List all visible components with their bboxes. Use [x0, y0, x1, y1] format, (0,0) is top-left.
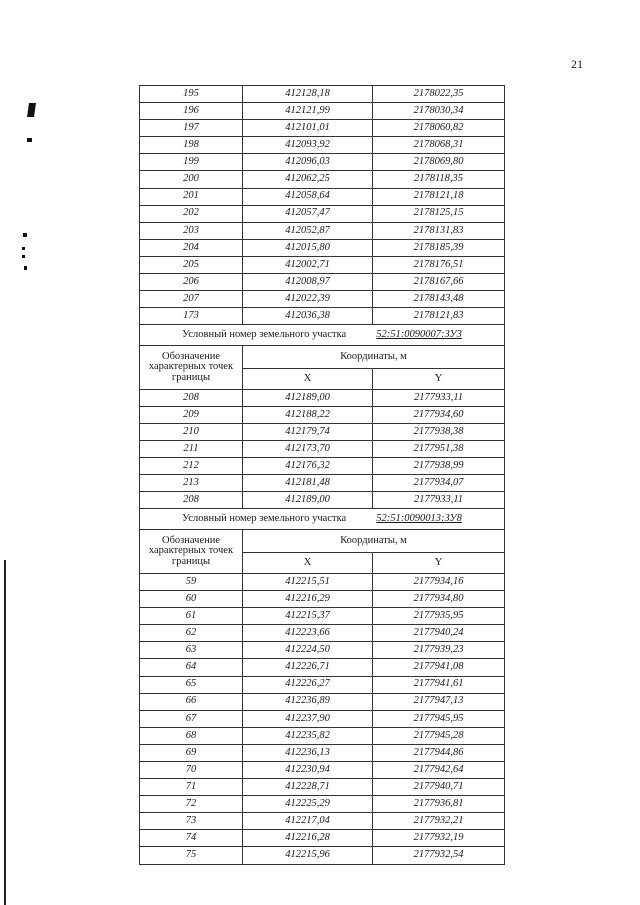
x-coordinate: 412226,27	[243, 676, 373, 693]
parcel-label: Условный номер земельного участка	[182, 512, 347, 524]
point-number: 69	[140, 744, 243, 761]
y-coordinate: 2177934,80	[373, 591, 505, 608]
y-coordinate: 2177941,08	[373, 659, 505, 676]
table-row	[140, 813, 505, 830]
x-coordinate: 412179,74	[243, 424, 373, 441]
y-coordinate: 2177932,19	[373, 830, 505, 847]
table-header-row	[140, 345, 505, 368]
table-c-body	[140, 509, 505, 864]
point-number: 63	[140, 642, 243, 659]
table-row	[140, 205, 505, 222]
point-number: 197	[140, 120, 243, 137]
point-number: 66	[140, 693, 243, 710]
x-header: X	[243, 368, 373, 389]
parcel-number-cell	[140, 325, 505, 346]
point-number: 73	[140, 813, 243, 830]
y-coordinate: 2178069,80	[373, 154, 505, 171]
x-coordinate: 412015,80	[243, 239, 373, 256]
x-coordinate: 412058,64	[243, 188, 373, 205]
parcel-label: Условный номер земельного участка	[182, 328, 347, 340]
table-row	[140, 744, 505, 761]
y-coordinate: 2178176,51	[373, 256, 505, 273]
x-coordinate: 412236,89	[243, 693, 373, 710]
table-row	[140, 591, 505, 608]
table-a-body	[140, 86, 505, 325]
y-coordinate: 2177940,24	[373, 625, 505, 642]
point-number: 207	[140, 291, 243, 308]
table-row	[140, 659, 505, 676]
table-row	[140, 492, 505, 509]
table-row	[140, 389, 505, 406]
table-row	[140, 222, 505, 239]
x-header: X	[243, 552, 373, 573]
y-coordinate: 2177933,11	[373, 492, 505, 509]
point-number: 202	[140, 205, 243, 222]
table-row	[140, 406, 505, 423]
parcel-cadastral-number: 52:51:0090007:ЗУ3	[376, 328, 462, 340]
table-row	[140, 573, 505, 590]
point-number: 72	[140, 796, 243, 813]
point-number: 74	[140, 830, 243, 847]
scan-mark	[24, 266, 27, 270]
table-row	[140, 847, 505, 864]
point-number: 196	[140, 103, 243, 120]
x-coordinate: 412052,87	[243, 222, 373, 239]
x-coordinate: 412223,66	[243, 625, 373, 642]
point-number: 199	[140, 154, 243, 171]
point-number: 198	[140, 137, 243, 154]
y-coordinate: 2177942,64	[373, 762, 505, 779]
point-number: 208	[140, 389, 243, 406]
point-number: 71	[140, 779, 243, 796]
y-coordinate: 2178167,66	[373, 274, 505, 291]
x-coordinate: 412216,29	[243, 591, 373, 608]
x-coordinate: 412225,29	[243, 796, 373, 813]
parcel-number-cell	[140, 509, 505, 530]
x-coordinate: 412093,92	[243, 137, 373, 154]
y-coordinate: 2177935,95	[373, 608, 505, 625]
table-row	[140, 424, 505, 441]
table-row	[140, 188, 505, 205]
table-row	[140, 441, 505, 458]
y-coordinate: 2177934,16	[373, 573, 505, 590]
table-header-row	[140, 529, 505, 552]
x-coordinate: 412236,13	[243, 744, 373, 761]
y-coordinate: 2177944,86	[373, 744, 505, 761]
y-coordinate: 2178118,35	[373, 171, 505, 188]
y-coordinate: 2177945,28	[373, 727, 505, 744]
y-coordinate: 2177941,61	[373, 676, 505, 693]
point-number: 62	[140, 625, 243, 642]
point-number: 208	[140, 492, 243, 509]
point-number: 67	[140, 710, 243, 727]
x-coordinate: 412228,71	[243, 779, 373, 796]
point-number: 195	[140, 86, 243, 103]
x-coordinate: 412062,25	[243, 171, 373, 188]
scan-mark	[22, 255, 25, 258]
y-coordinate: 2178121,18	[373, 188, 505, 205]
point-number: 212	[140, 458, 243, 475]
x-coordinate: 412036,38	[243, 308, 373, 325]
table-row	[140, 154, 505, 171]
x-coordinate: 412217,04	[243, 813, 373, 830]
table-row	[140, 308, 505, 325]
designation-header: Обозначение характерных точек границы	[140, 345, 243, 389]
table-row	[140, 727, 505, 744]
coordinates-header: Координаты, м	[243, 345, 505, 368]
table-row	[140, 291, 505, 308]
x-coordinate: 412002,71	[243, 256, 373, 273]
x-coordinate: 412008,97	[243, 274, 373, 291]
table-row	[140, 239, 505, 256]
table-row	[140, 693, 505, 710]
y-coordinate: 2178060,82	[373, 120, 505, 137]
scan-mark	[27, 138, 32, 142]
y-coordinate: 2178121,83	[373, 308, 505, 325]
point-number: 64	[140, 659, 243, 676]
x-coordinate: 412216,28	[243, 830, 373, 847]
scan-edge	[4, 560, 6, 905]
point-number: 203	[140, 222, 243, 239]
point-number: 60	[140, 591, 243, 608]
table-row	[140, 137, 505, 154]
y-coordinate: 2177934,60	[373, 406, 505, 423]
x-coordinate: 412121,99	[243, 103, 373, 120]
x-coordinate: 412215,96	[243, 847, 373, 864]
point-number: 75	[140, 847, 243, 864]
table-row	[140, 274, 505, 291]
point-number: 200	[140, 171, 243, 188]
x-coordinate: 412128,18	[243, 86, 373, 103]
table-row	[140, 256, 505, 273]
x-coordinate: 412173,70	[243, 441, 373, 458]
table-row	[140, 779, 505, 796]
y-coordinate: 2178185,39	[373, 239, 505, 256]
y-coordinate: 2178131,83	[373, 222, 505, 239]
y-coordinate: 2177940,71	[373, 779, 505, 796]
point-number: 68	[140, 727, 243, 744]
point-number: 213	[140, 475, 243, 492]
point-number: 59	[140, 573, 243, 590]
x-coordinate: 412237,90	[243, 710, 373, 727]
x-coordinate: 412101,01	[243, 120, 373, 137]
y-coordinate: 2178030,34	[373, 103, 505, 120]
x-coordinate: 412057,47	[243, 205, 373, 222]
x-coordinate: 412176,32	[243, 458, 373, 475]
x-coordinate: 412226,71	[243, 659, 373, 676]
y-coordinate: 2178022,35	[373, 86, 505, 103]
y-coordinate: 2177932,54	[373, 847, 505, 864]
x-coordinate: 412215,51	[243, 573, 373, 590]
table-row	[140, 796, 505, 813]
x-coordinate: 412188,22	[243, 406, 373, 423]
x-coordinate: 412096,03	[243, 154, 373, 171]
y-coordinate: 2177945,95	[373, 710, 505, 727]
table-row	[140, 458, 505, 475]
x-coordinate: 412230,94	[243, 762, 373, 779]
y-coordinate: 2177936,81	[373, 796, 505, 813]
point-number: 206	[140, 274, 243, 291]
table-row	[140, 830, 505, 847]
x-coordinate: 412224,50	[243, 642, 373, 659]
parcel-number-row	[140, 325, 505, 346]
coordinates-table	[139, 85, 505, 865]
y-coordinate: 2178143,48	[373, 291, 505, 308]
point-number: 205	[140, 256, 243, 273]
y-header: Y	[373, 552, 505, 573]
parcel-cadastral-number: 52:51:0090013:ЗУ8	[376, 512, 462, 524]
scan-mark	[22, 247, 25, 250]
point-number: 65	[140, 676, 243, 693]
y-coordinate: 2177938,38	[373, 424, 505, 441]
table-row	[140, 762, 505, 779]
table-row	[140, 171, 505, 188]
designation-header: Обозначение характерных точек границы	[140, 529, 243, 573]
y-coordinate: 2177947,13	[373, 693, 505, 710]
page-number: 21	[571, 57, 583, 71]
x-coordinate: 412181,48	[243, 475, 373, 492]
table-row	[140, 625, 505, 642]
x-coordinate: 412215,37	[243, 608, 373, 625]
y-coordinate: 2178068,31	[373, 137, 505, 154]
y-coordinate: 2177932,21	[373, 813, 505, 830]
point-number: 201	[140, 188, 243, 205]
scan-mark	[23, 233, 27, 237]
parcel-number-row	[140, 509, 505, 530]
table-row	[140, 103, 505, 120]
scan-mark	[27, 103, 36, 117]
point-number: 70	[140, 762, 243, 779]
point-number: 61	[140, 608, 243, 625]
y-coordinate: 2177933,11	[373, 389, 505, 406]
table-row	[140, 608, 505, 625]
point-number: 211	[140, 441, 243, 458]
coordinates-header: Координаты, м	[243, 529, 505, 552]
table-row	[140, 642, 505, 659]
y-coordinate: 2177951,38	[373, 441, 505, 458]
x-coordinate: 412189,00	[243, 389, 373, 406]
point-number: 204	[140, 239, 243, 256]
table-row	[140, 475, 505, 492]
y-coordinate: 2177939,23	[373, 642, 505, 659]
x-coordinate: 412022,39	[243, 291, 373, 308]
y-coordinate: 2177938,99	[373, 458, 505, 475]
table-row	[140, 710, 505, 727]
point-number: 210	[140, 424, 243, 441]
y-header: Y	[373, 368, 505, 389]
point-number: 173	[140, 308, 243, 325]
table-row	[140, 120, 505, 137]
x-coordinate: 412189,00	[243, 492, 373, 509]
table-b-body	[140, 325, 505, 509]
x-coordinate: 412235,82	[243, 727, 373, 744]
y-coordinate: 2177934,07	[373, 475, 505, 492]
point-number: 209	[140, 406, 243, 423]
table-row	[140, 86, 505, 103]
table-row	[140, 676, 505, 693]
y-coordinate: 2178125,15	[373, 205, 505, 222]
